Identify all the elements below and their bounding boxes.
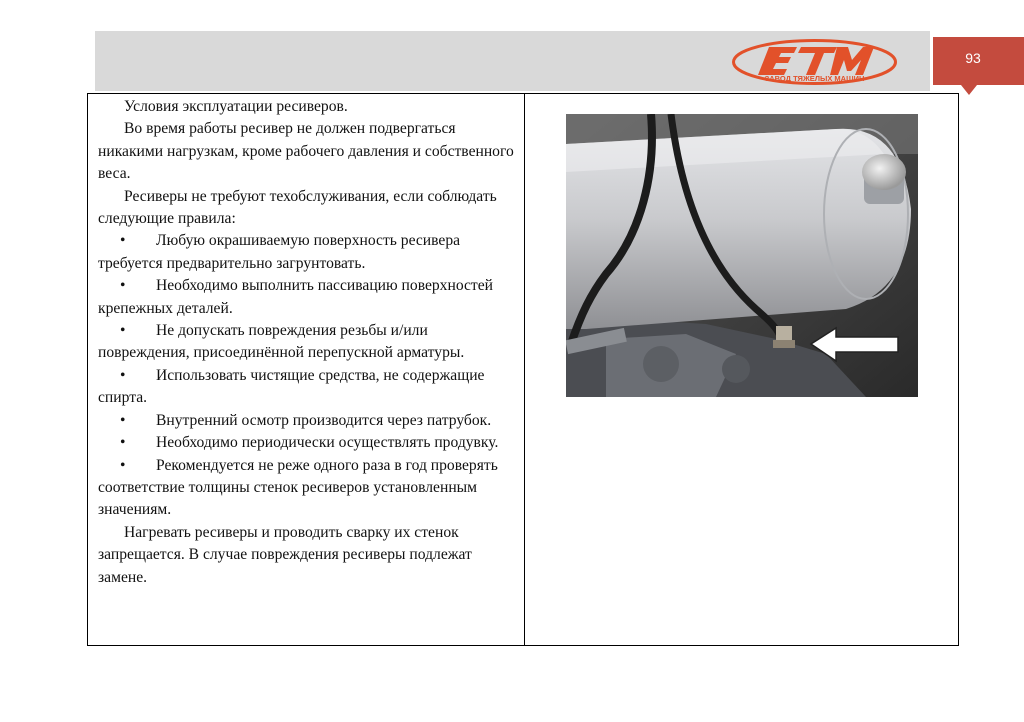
bullet-marker: • xyxy=(120,456,126,474)
bullet-text: Любую окрашиваемую поверхность ресивера требуется предварительно загрунтовать. xyxy=(98,232,461,272)
bullet-text: Необходимо периодически осуществлять продувку. xyxy=(156,434,499,452)
bullet-item xyxy=(98,432,518,454)
bullet-marker: • xyxy=(120,411,126,429)
bullet-text: Рекомендуется не реже одного раза в год проверять соответствие толщины стенок ресиверов установленным значениям. xyxy=(98,456,498,519)
bullet-text: Использовать чистящие средства, не содержащие спирта. xyxy=(98,366,485,407)
bullet-text: Не допускать повреждения резьбы и/или повреждения, присоединённой перепускной арматуры. xyxy=(98,322,465,362)
bullet-marker: • xyxy=(120,322,126,340)
bullet-item xyxy=(98,230,518,275)
bullet-item xyxy=(98,410,518,432)
bullet-item xyxy=(98,275,518,320)
column-divider xyxy=(524,94,525,645)
bullet-text: Внутренний осмотр производится через патрубок. xyxy=(156,411,492,429)
closing-paragraph: Нагревать ресиверы и проводить сварку их стенок запрещается. В случае повреждения ресиверы подлежат замене. xyxy=(98,523,472,586)
page-number: 93 xyxy=(965,50,981,66)
paragraph-title: Условия эксплуатации ресиверов. xyxy=(124,98,348,115)
bullet-item xyxy=(98,365,518,410)
company-logo xyxy=(731,38,898,86)
content-table xyxy=(87,93,959,646)
bullet-marker: • xyxy=(120,277,126,295)
bullet-text: Необходимо выполнить пассивацию поверхностей крепежных деталей. xyxy=(98,277,494,317)
bullet-item xyxy=(98,455,518,522)
page-number-tab xyxy=(933,37,1024,87)
bullet-marker: • xyxy=(120,366,126,384)
instructions-text xyxy=(98,96,518,589)
paragraph: Во время работы ресивер не должен подвергаться никакими нагрузкам, кроме рабочего давления и собственного веса. xyxy=(98,120,514,183)
bullet-marker: • xyxy=(120,434,126,452)
bullet-item xyxy=(98,320,518,365)
paragraph: Ресиверы не требуют техобслуживания, если соблюдать следующие правила: xyxy=(98,187,497,228)
logo-subtitle: ЗАВОД ТЯЖЕЛЫХ МАШИН xyxy=(764,74,865,83)
bullet-marker: • xyxy=(120,232,126,250)
tank-fitting xyxy=(862,154,906,190)
receiver-photo xyxy=(566,114,918,397)
